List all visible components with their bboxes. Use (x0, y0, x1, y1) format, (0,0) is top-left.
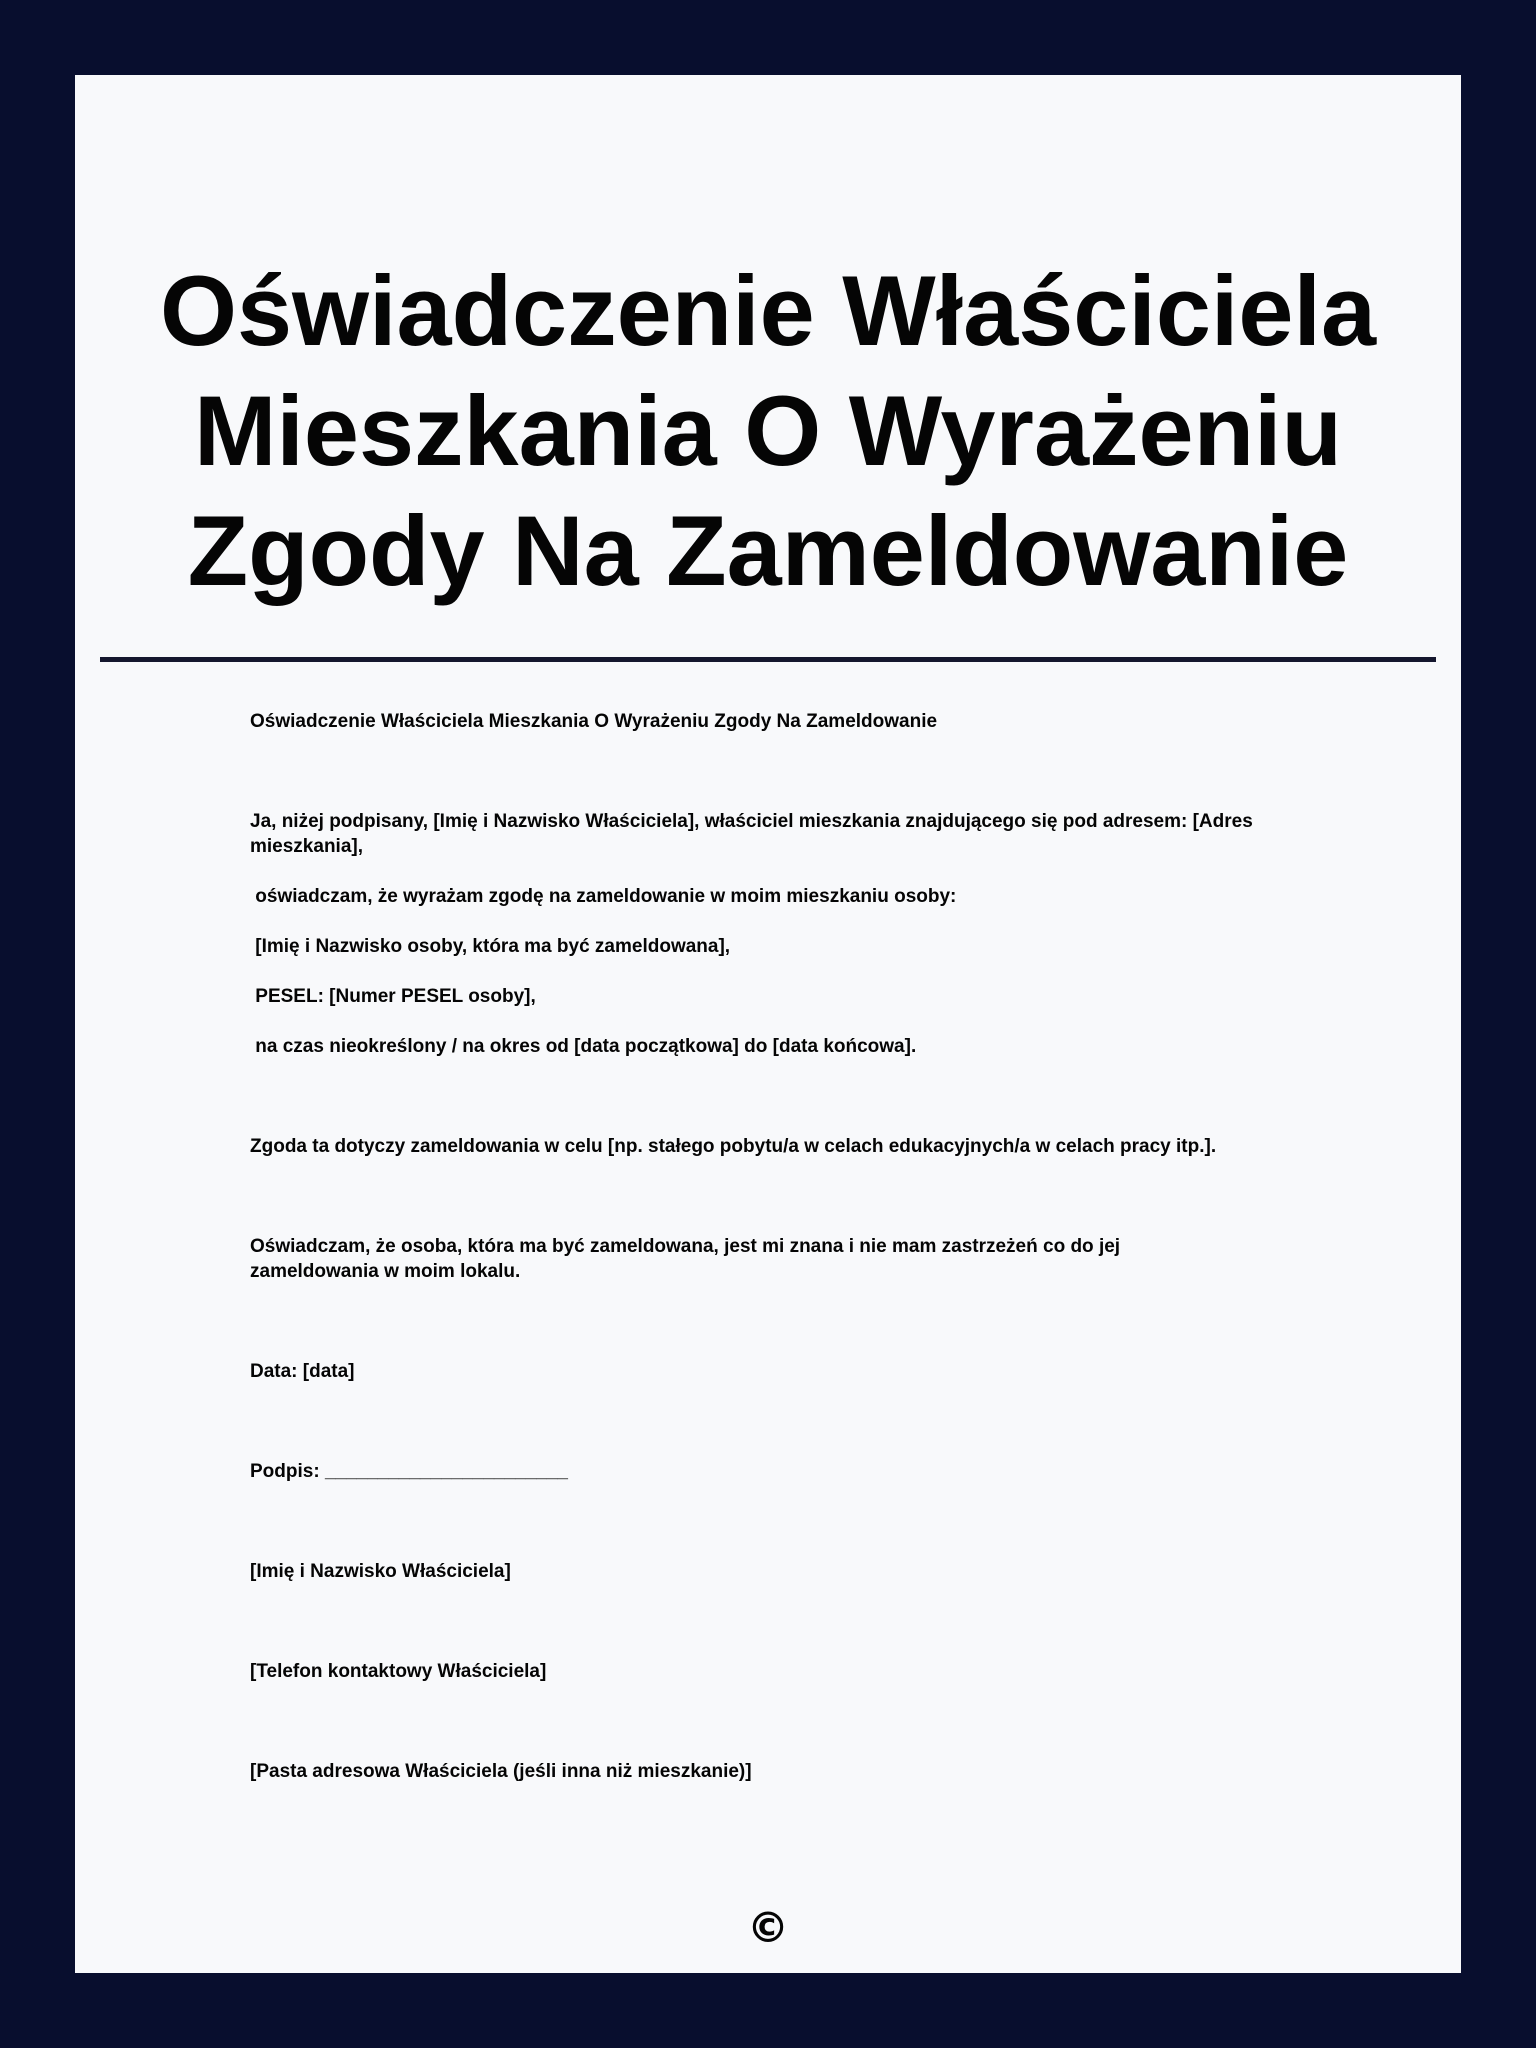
document-title: Oświadczenie Właściciela Mieszkania O Wyrażeniu Zgody Na Zameldowanie (159, 255, 1377, 606)
consent-line: oświadczam, że wyrażam zgodę na zameldowanie w moim mieszkaniu osoby: (250, 886, 957, 907)
statement-paragraph: Oświadczam, że osoba, która ma być zameldowana, jest mi znana i nie mam zastrzeżeń co do jej zameldowania w moim lokalu. (250, 1236, 1126, 1282)
owner-phone: [Telefon kontaktowy Właściciela] (250, 1661, 547, 1682)
document-page (75, 75, 1461, 1973)
date-line: Data: [data] (250, 1361, 355, 1382)
purpose-paragraph: Zgoda ta dotyczy zameldowania w celu [np. stałego pobytu/a w celach edukacyjnych/a w celach pracy itp.]. (250, 1136, 1217, 1157)
document-heading: Oświadczenie Właściciela Mieszkania O Wyrażeniu Zgody Na Zameldowanie (250, 711, 938, 732)
copyright-icon: © (747, 1903, 789, 1952)
owner-name: [Imię i Nazwisko Właściciela] (250, 1561, 511, 1582)
person-line: [Imię i Nazwisko osoby, która ma być zameldowana], (250, 936, 731, 957)
title-divider (100, 657, 1436, 662)
period-line: na czas nieokreślony / na okres od [data początkowa] do [data końcowa]. (250, 1036, 917, 1057)
owner-address: [Pasta adresowa Właściciela (jeśli inna niż mieszkanie)] (250, 1761, 752, 1782)
intro-paragraph: Ja, niżej podpisany, [Imię i Nazwisko Właściciela], właściciel mieszkania znajdującego się pod adresem: [Adres mieszkania], (250, 811, 1259, 857)
signature-line: Podpis: _______________________ (250, 1461, 568, 1482)
pesel-line: PESEL: [Numer PESEL osoby], (250, 986, 536, 1007)
